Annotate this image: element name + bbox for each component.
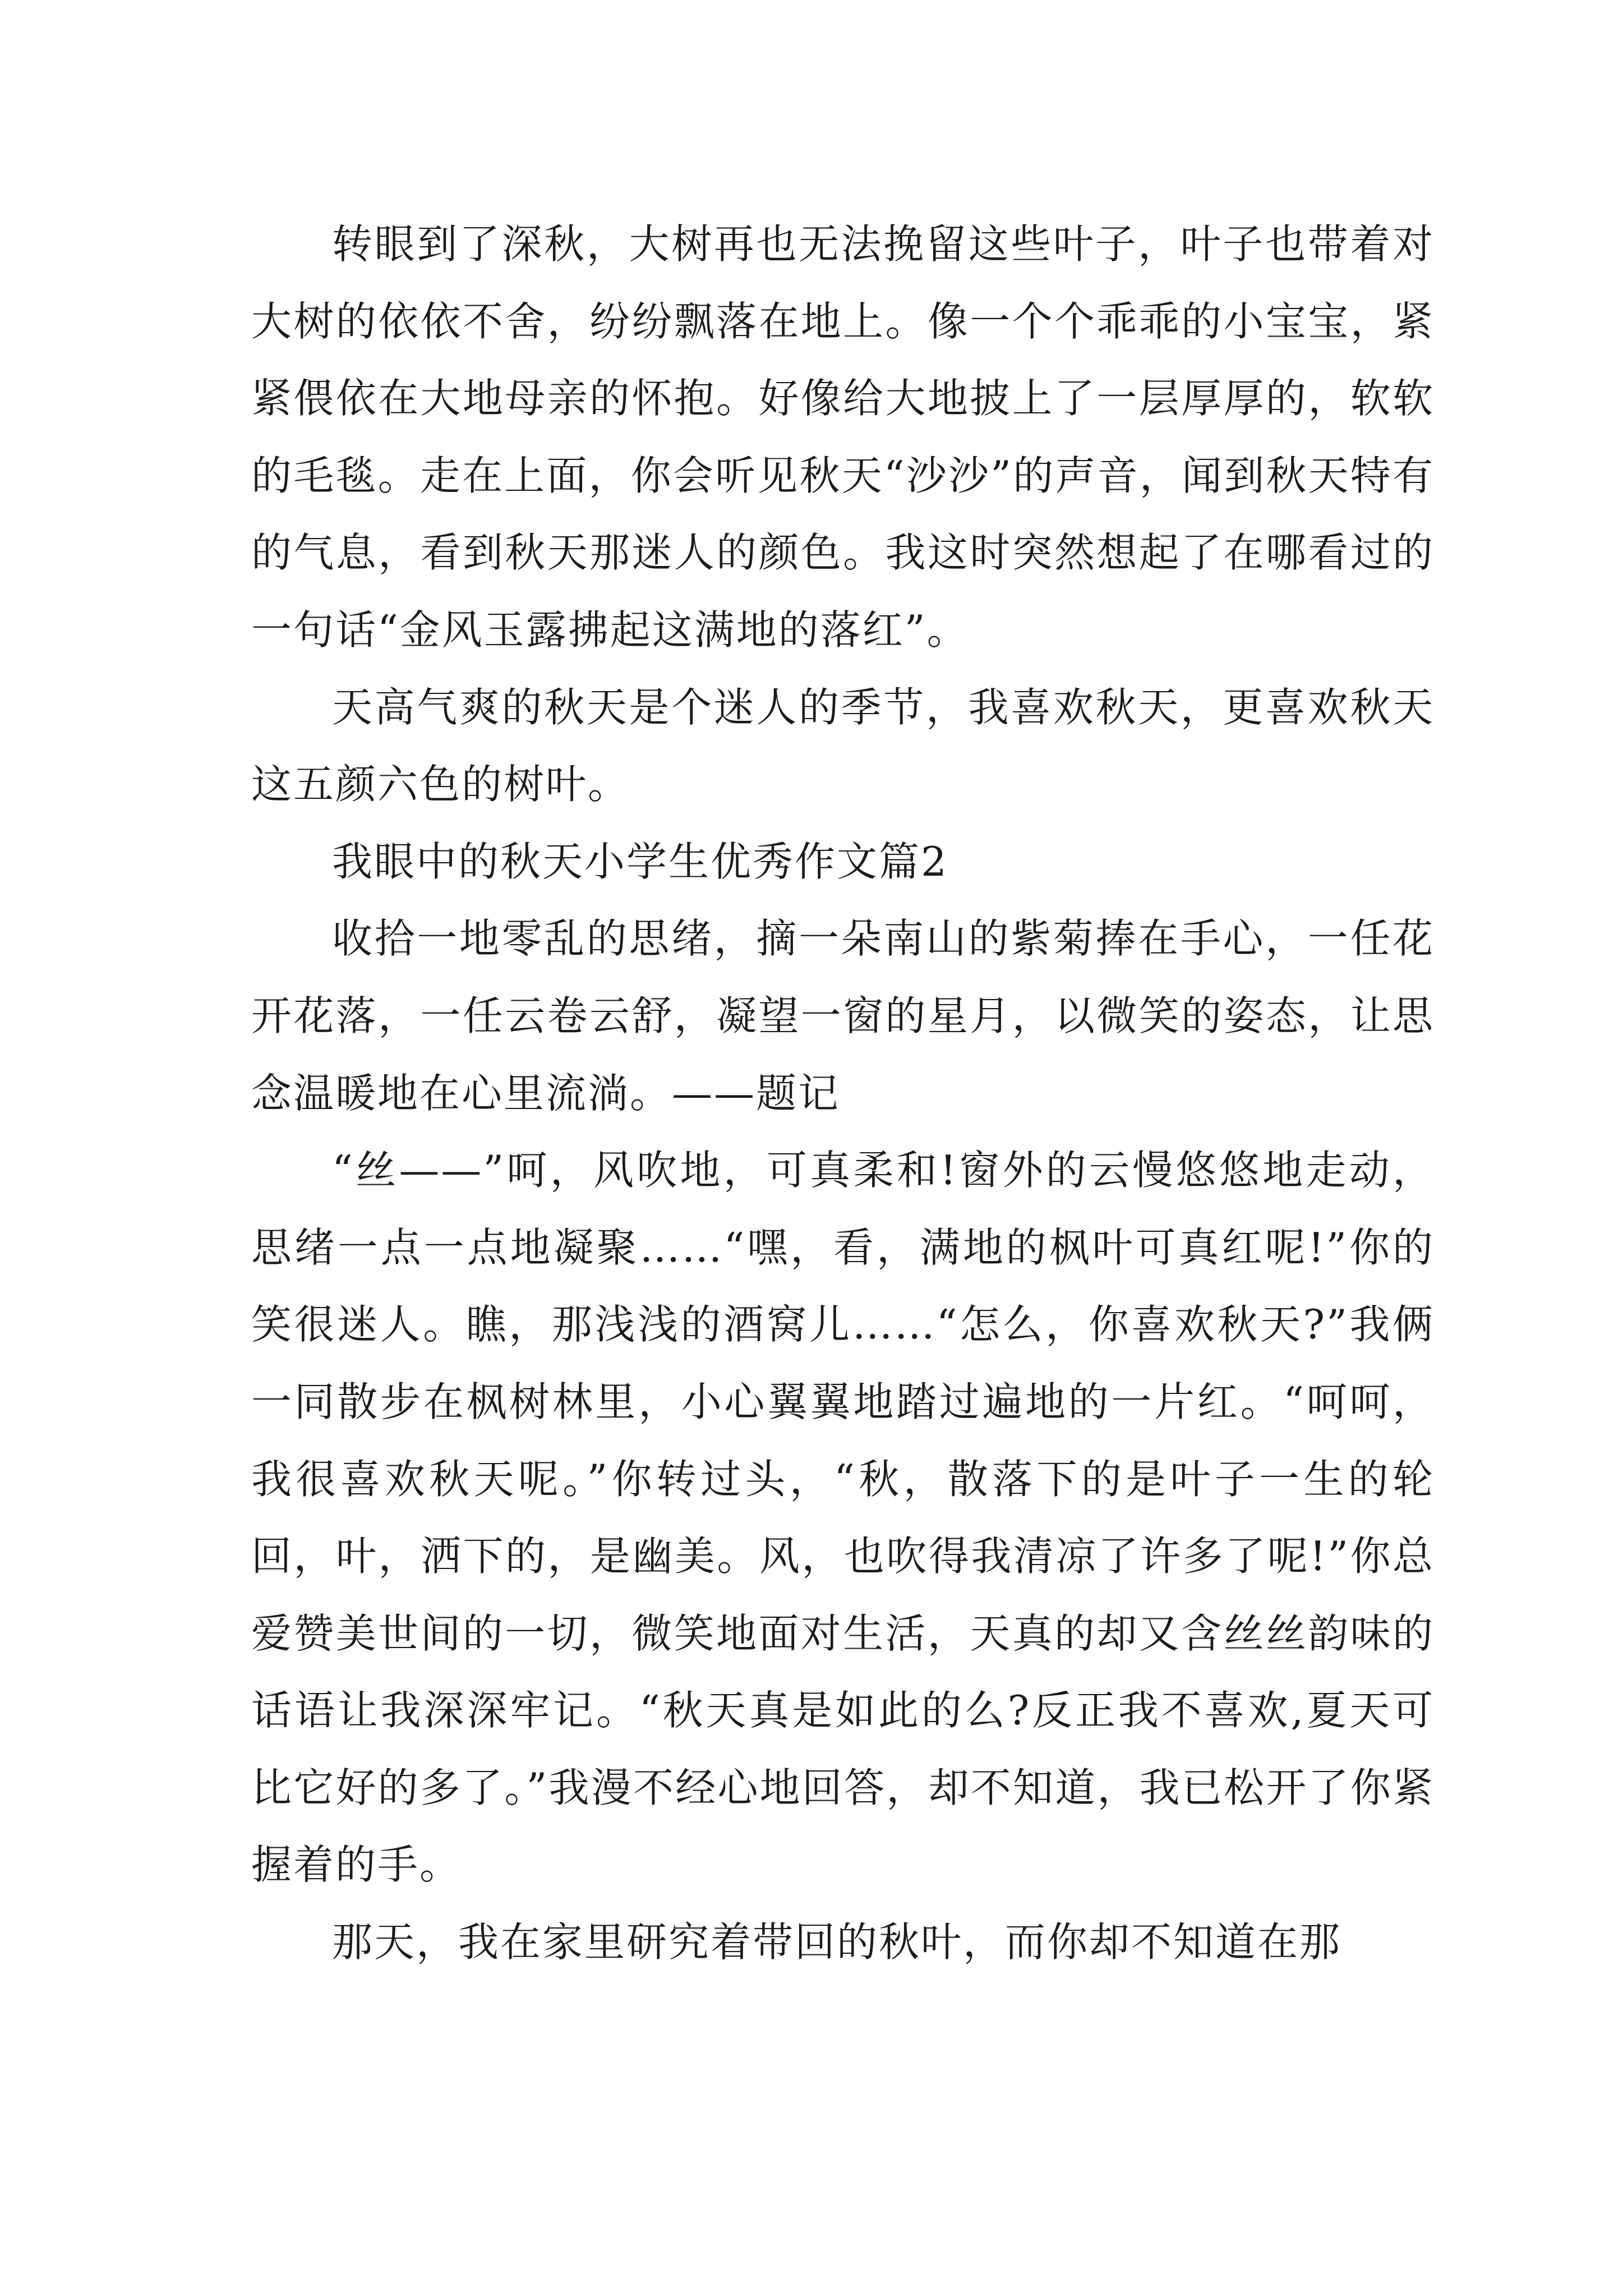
paragraph-that-day: 那天，我在家里研究着带回的秋叶，而你却不知道在那	[332, 1918, 1342, 1966]
essay-title-part-2: 我眼中的秋天小学生优秀作文篇2	[332, 838, 948, 885]
paragraph-deep-autumn-leaves: 转眼到了深秋，大树再也无法挽留这些叶子，叶子也带着对大树的依依不舍，纷纷飘落在地上。像一个个乖乖的小宝宝，紧紧偎依在大地母亲的怀抱。好像给大地披上了一层厚厚的，软软的毛毯。走在上面，你会听见秋天“沙沙”的声音，闻到秋天特有的气息，看到秋天那迷人的颜色。我这时突然想起了在哪看过的一句话“金风玉露拂起这满地的落红”。	[251, 220, 1435, 654]
paragraph-epigraph: 收拾一地零乱的思绪，摘一朵南山的紫菊捧在手心，一任花开花落，一任云卷云舒，凝望一窗的星月，以微笑的姿态，让思念温暖地在心里流淌。——题记	[251, 915, 1435, 1117]
paragraph-autumn-season: 天高气爽的秋天是个迷人的季节，我喜欢秋天，更喜欢秋天这五颜六色的树叶。	[251, 683, 1435, 808]
essay-body	[251, 206, 1435, 1981]
paragraph-maple-walk: “丝——”呵，风吹地，可真柔和!窗外的云慢悠悠地走动，思绪一点一点地凝聚……“嘿，看，满地的枫叶可真红呢!”你的笑很迷人。瞧，那浅浅的酒窝儿……“怎么，你喜欢秋天?”我俩一同散步在枫树林里，小心翼翼地踏过遍地的一片红。“呵呵，我很喜欢秋天呢。”你转过头，“秋，散落下的是叶子一生的轮回，叶，洒下的，是幽美。风，也吹得我清凉了许多了呢!”你总爱赞美世间的一切，微笑地面对生活，天真的却又含丝丝韵味的话语让我深深牢记。“秋天真是如此的么?反正我不喜欢,夏天可比它好的多了。”我漫不经心地回答，却不知道，我已松开了你紧握着的手。	[251, 1147, 1435, 1889]
